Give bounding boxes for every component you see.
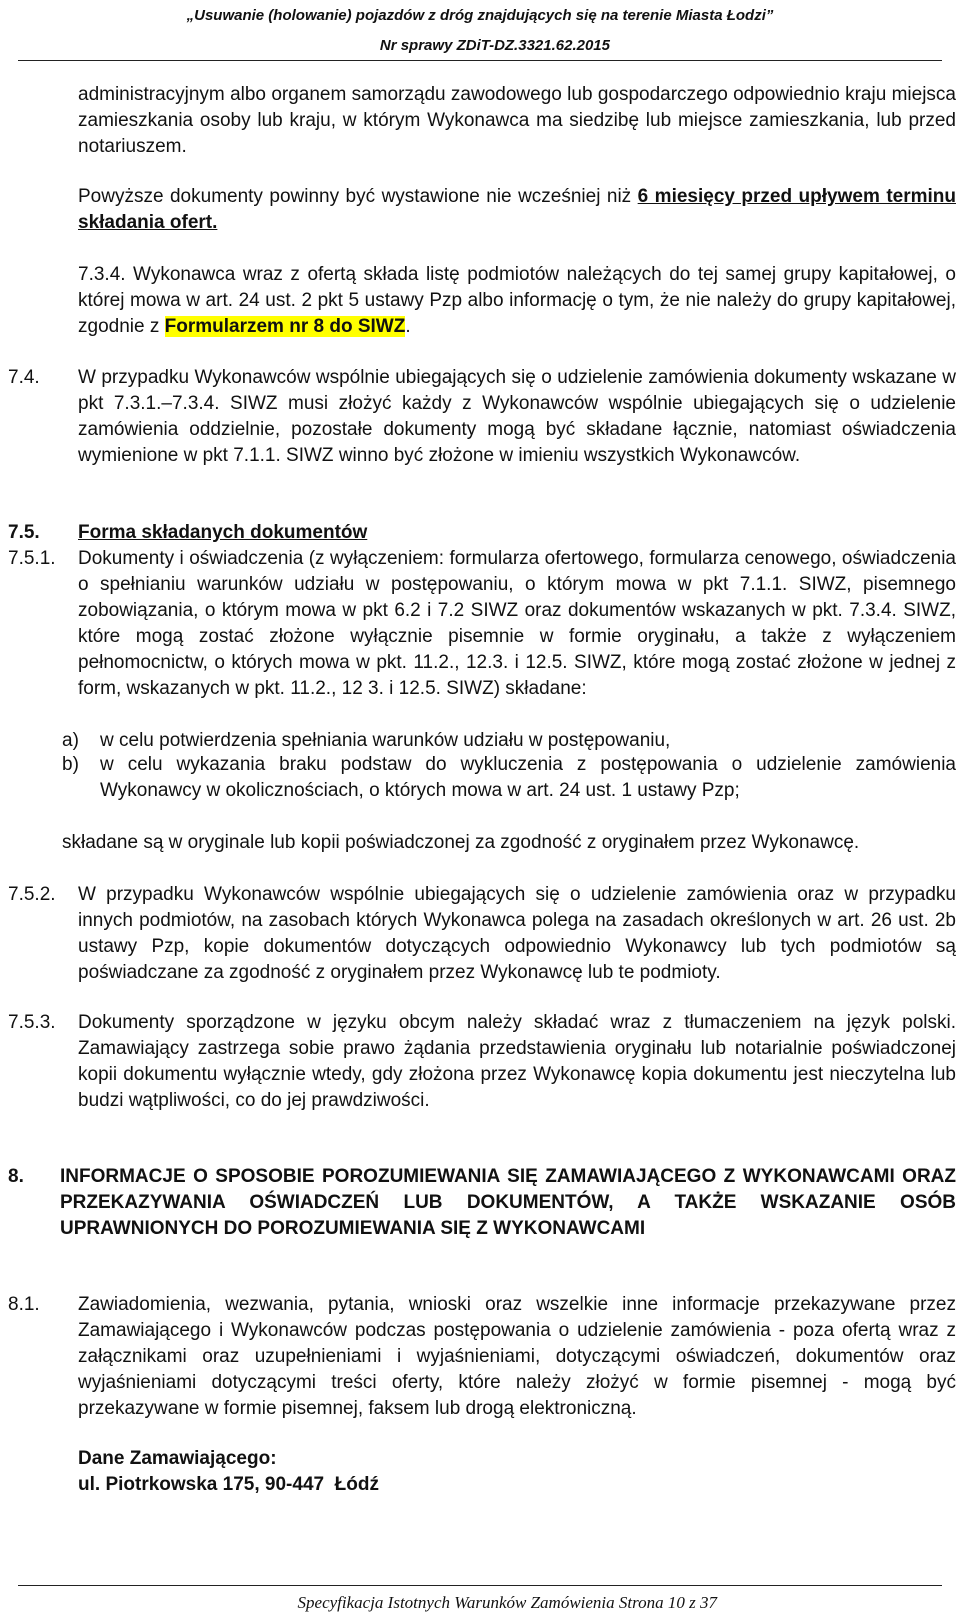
header-case-number: Nr sprawy ZDiT-DZ.3321.62.2015 — [379, 37, 610, 54]
validity-text: Powyższe dokumenty powinny być wystawione nie wcześniej niż — [78, 186, 638, 207]
form-reference-highlight: Formularzem nr 8 do SIWZ — [164, 316, 406, 337]
footer-page-number: 10 — [667, 1593, 685, 1612]
paragraph-validity-text — [78, 184, 956, 236]
section-number: 7.3.4. — [78, 264, 126, 285]
section-number: 7.5. — [8, 522, 40, 543]
header-rule — [18, 60, 942, 61]
section-text-end: . — [405, 316, 411, 337]
footer-text: Specyfikacja Istotnych Warunków Zamówienia Strona — [297, 1593, 668, 1612]
paragraph-top-text: administracyjnym albo organem samorządu zawodowego lub gospodarczego odpowiednio kraju miejsca zamieszkania osoby lub kraju, w którym Wykonawca ma siedzibę lub miejsce zamieszkania, lub przed notariuszem. — [78, 84, 956, 157]
section-7-3-4-text — [78, 262, 956, 340]
footer-rule — [18, 1585, 942, 1586]
section-number: 8.1. — [8, 1294, 40, 1315]
list-label-a: a) — [62, 730, 79, 751]
section-8-1-text: Zawiadomienia, wezwania, pytania, wnioski oraz wszelkie inne informacje przekazywane przez Zamawiającego i Wykonawców podczas postępowania o udzielenie zamówienia - poza ofertą wraz z załącznikami oraz uzupełnieniami i wyjaśnieniami, dotyczącymi oświadczeń, dokumentów oraz wyjaśnieniami dotyczącymi treści oferty, które należy złożyć w formie pisemnej - mogą być przekazywane w formie pisemnej, faksem lub drogą elektroniczną. — [78, 1294, 956, 1419]
list-item-a: w celu potwierdzenia spełniania warunków udziału w postępowaniu, — [100, 730, 671, 751]
contact-address: ul. Piotrkowska 175, 90-447 Łódź — [78, 1474, 379, 1495]
section-7-5-3-text: Dokumenty sporządzone w języku obcym należy składać wraz z tłumaczeniem na język polski. Zamawiający zastrzega sobie prawo żądania przedstawienia oryginału lub notarialnie poświadczonej kopii dokumentu wyłącznie wtedy, gdy złożona przez Wykonawcę kopia dokumentu jest nieczytelna lub budzi wątpliwości, co do jej prawdziwości. — [78, 1012, 956, 1111]
page-footer — [298, 1590, 717, 1616]
contact-label: Dane Zamawiającego: — [78, 1448, 277, 1469]
section-7-4-text: W przypadku Wykonawców wspólnie ubiegających się o udzielenie zamówienia dokumenty wskazane w pkt 7.3.1.–7.3.4. SIWZ musi złożyć każdy z Wykonawców wspólnie ubiegających się o udzielenie zamówienia oddzielnie, pozostałe dokumenty mogą być składane łącznie, natomiast oświadczenia wymienione w pkt 7.1.1. SIWZ winno być złożone w imieniu wszystkich Wykonawców. — [78, 367, 956, 466]
section-title: Forma składanych dokumentów — [78, 522, 368, 543]
page-header — [0, 6, 960, 54]
section-text: Wykonawca wraz z ofertą składa listę podmiotów należących do tej samej grupy kapitałowej, o której mowa w art. 24 ust. 2 pkt 5 ustawy Pzp albo informację o tym, że nie należy do grupy kapitałowej, zgodnie z — [78, 264, 956, 337]
section-7-3-4 — [78, 262, 956, 340]
paragraph-top — [78, 82, 956, 160]
validity-emphasis: 6 miesięcy przed upływem terminu składania ofert. — [78, 186, 956, 233]
section-text: Dokumenty i oświadczenia (z wyłączeniem: formularza ofertowego, formularza cenowego, oświadczenia o spełnianiu warunków udziału w postępowaniu, o którym mowa w pkt 7.1.1. SIWZ, pisemnego zobowiązania, o którym mowa w pkt 6.2 i 7.2 SIWZ oraz dokumentów wskazanych w pkt. 7.3.4. SIWZ, które mogą zostać złożone wyłącznie pisemnie w formie oryginału, a także z wyłączeniem pełnomocnictw, o których mowa w pkt. 11.2., 12.3. i 12.5. SIWZ, które mogą zostać złożone w jednej z form, wskazanych w pkt. 11.2., 12 3. i 12.5. SIWZ) składane: — [78, 548, 956, 699]
header-title: „Usuwanie (holowanie) pojazdów z dróg znajdujących się na terenie Miasta Łodzi” — [186, 7, 774, 24]
footer-separator: z — [684, 1593, 700, 1612]
section-number: 7.5.1. — [8, 548, 56, 569]
paragraph-validity — [78, 184, 956, 236]
section-number: 7.4. — [8, 367, 40, 388]
section-number: 7.5.3. — [8, 1012, 56, 1033]
section-7-5-1-intro — [78, 546, 956, 702]
section-number: 7.5.2. — [8, 884, 56, 905]
section-8-title: INFORMACJE O SPOSOBIE POROZUMIEWANIA SIĘ ZAMAWIAJĄCEGO Z WYKONAWCAMI ORAZ PRZEKAZYWANIA OŚWIADCZEŃ LUB DOKUMENTÓW, A TAKŻE WSKAZANIE OSÓB UPRAWNIONYCH DO POROZUMIEWANIA SIĘ Z WYKONAWCAMI — [60, 1166, 956, 1239]
section-7-5-2-text: W przypadku Wykonawców wspólnie ubiegających się o udzielenie zamówienia oraz w przypadku innych podmiotów, na zasobach których Wykonawca polega na zasadach określonych w art. 26 ust. 2b ustawy Pzp, kopie dokumentów dotyczących odpowiednio Wykonawcy lub tych podmiotów są poświadczane za zgodność z oryginałem przez Wykonawcę lub te podmioty. — [78, 884, 956, 983]
section-7-5-1-body — [78, 546, 956, 702]
footer-page-total: 37 — [700, 1593, 717, 1612]
section-7-5-1-tail: składane są w oryginale lub kopii poświadczonej za zgodność z oryginałem przez Wykonawcę. — [62, 832, 860, 853]
list-label-b: b) — [62, 754, 79, 775]
section-number: 8. — [8, 1166, 24, 1187]
list-item-b: w celu wykazania braku podstaw do wykluczenia z postępowania o udzielenie zamówienia Wykonawcy w okolicznościach, o których mowa w art. 24 ust. 1 ustawy Pzp; — [100, 754, 956, 801]
